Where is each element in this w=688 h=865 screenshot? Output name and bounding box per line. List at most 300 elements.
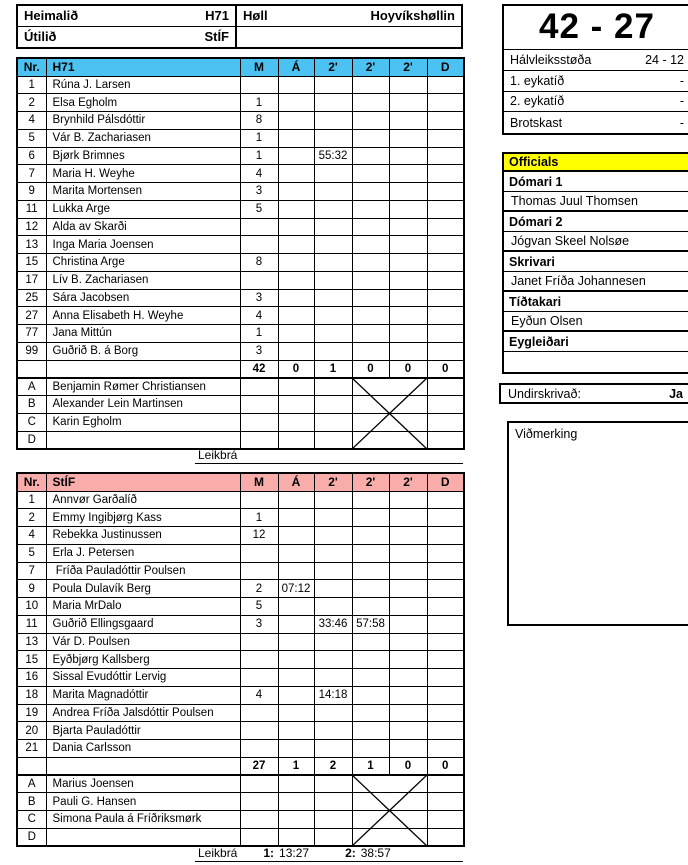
player-name-cell: Bjarta Pauladóttir <box>46 722 240 740</box>
stat-cell <box>240 633 278 651</box>
stat-cell <box>389 218 427 236</box>
player-number-cell: 12 <box>17 218 46 236</box>
stat-cell <box>278 811 314 829</box>
stat-cell <box>314 413 352 431</box>
official-role-label: Dómari 1 <box>504 172 688 192</box>
bench-row <box>17 431 464 449</box>
score-detail-row <box>504 71 688 92</box>
bench-letter-cell: D <box>17 828 46 846</box>
stat-cell <box>278 307 314 325</box>
stat-cell: 8 <box>240 254 278 272</box>
stat-cell: 3 <box>240 342 278 360</box>
player-row <box>17 236 464 254</box>
stat-cell: 14:18 <box>314 686 352 704</box>
column-header-nr: Nr. <box>17 58 46 76</box>
stat-cell <box>278 793 314 811</box>
player-row <box>17 615 464 633</box>
player-row <box>17 147 464 165</box>
stat-cell <box>240 704 278 722</box>
score-detail-label: Hálvleiksstøða <box>510 52 592 67</box>
stat-cell <box>352 129 389 147</box>
player-number-cell: 77 <box>17 325 46 343</box>
stat-cell <box>352 509 389 527</box>
total-value-cell: 42 <box>240 360 278 378</box>
bench-row <box>17 828 464 846</box>
stat-cell <box>314 651 352 669</box>
player-row <box>17 94 464 112</box>
stat-cell <box>278 740 314 758</box>
stat-cell <box>278 491 314 509</box>
player-name-cell: Andrea Fríða Jalsdóttir Poulsen <box>46 704 240 722</box>
column-header-stat: 2' <box>352 58 389 76</box>
stat-cell <box>389 527 427 545</box>
remarks-box <box>507 421 688 626</box>
player-number-cell: 15 <box>17 651 46 669</box>
match-header <box>16 4 463 49</box>
stat-cell <box>352 740 389 758</box>
total-value-cell: 27 <box>240 757 278 775</box>
player-number-cell: 1 <box>17 491 46 509</box>
stat-cell <box>314 811 352 829</box>
stat-cell <box>427 396 464 414</box>
player-number-cell: 27 <box>17 307 46 325</box>
period1-label: 1: <box>263 846 275 860</box>
column-header-stat: M <box>240 58 278 76</box>
score-detail-value: - <box>679 73 684 88</box>
stat-cell <box>427 218 464 236</box>
stat-cell <box>278 76 314 94</box>
bench-letter-cell: B <box>17 396 46 414</box>
stat-cell <box>278 509 314 527</box>
stat-cell <box>352 722 389 740</box>
stat-cell: 1 <box>240 129 278 147</box>
stat-cell <box>314 740 352 758</box>
stat-cell <box>427 165 464 183</box>
bench-letter-cell: D <box>17 431 46 449</box>
stat-cell: 8 <box>240 112 278 130</box>
player-number-cell: 5 <box>17 129 46 147</box>
stat-cell <box>278 218 314 236</box>
stat-cell <box>427 147 464 165</box>
stat-cell <box>389 491 427 509</box>
away-leikbra-caption <box>195 846 463 862</box>
home-team-label: Heimalið <box>24 8 79 24</box>
home-leikbra-caption <box>195 448 463 464</box>
stat-cell <box>427 686 464 704</box>
stat-cell <box>427 580 464 598</box>
stat-cell <box>427 112 464 130</box>
player-name-cell: Eyðbjørg Kallsberg <box>46 651 240 669</box>
stat-cell: 5 <box>240 200 278 218</box>
officials-title: Officials <box>504 154 688 172</box>
stat-cell <box>352 94 389 112</box>
stat-cell <box>314 562 352 580</box>
stat-cell <box>352 562 389 580</box>
player-row <box>17 722 464 740</box>
totals-empty-cell <box>17 360 46 378</box>
stat-cell <box>427 236 464 254</box>
stat-cell <box>240 544 278 562</box>
stat-cell <box>352 147 389 165</box>
stat-cell <box>314 129 352 147</box>
total-value-cell: 1 <box>278 757 314 775</box>
stat-cell <box>240 431 278 449</box>
stat-cell <box>427 828 464 846</box>
total-value-cell: 0 <box>278 360 314 378</box>
stat-cell <box>389 828 427 846</box>
stat-cell <box>389 289 427 307</box>
player-name-cell: Brynhild Pálsdóttir <box>46 112 240 130</box>
stat-cell <box>240 413 278 431</box>
stat-cell <box>314 271 352 289</box>
stat-cell <box>389 413 427 431</box>
stat-cell <box>240 236 278 254</box>
stat-cell <box>314 598 352 616</box>
roster-head-row <box>17 473 464 491</box>
stat-cell <box>389 307 427 325</box>
player-number-cell: 11 <box>17 615 46 633</box>
player-row <box>17 740 464 758</box>
stat-cell <box>240 811 278 829</box>
stat-cell <box>427 325 464 343</box>
stat-cell <box>278 378 314 396</box>
stat-cell <box>240 491 278 509</box>
player-number-cell: 17 <box>17 271 46 289</box>
stat-cell <box>389 722 427 740</box>
stat-cell <box>240 76 278 94</box>
player-row <box>17 76 464 94</box>
remarks-label: Viðmerking <box>515 427 578 441</box>
official-role-label: Eygleiðari <box>504 332 688 352</box>
stat-cell <box>314 378 352 396</box>
stat-cell <box>314 704 352 722</box>
player-row <box>17 686 464 704</box>
bench-name-cell <box>46 431 240 449</box>
stat-cell <box>240 378 278 396</box>
player-name-cell: Vár B. Zachariasen <box>46 129 240 147</box>
stat-cell <box>278 669 314 687</box>
official-name: Jógvan Skeel Nolsøe <box>504 232 688 252</box>
signed-label: Undirskrivað: <box>508 386 581 401</box>
player-number-cell: 4 <box>17 112 46 130</box>
player-row <box>17 254 464 272</box>
period1-time: 13:27 <box>279 846 310 860</box>
hall-cell <box>237 6 461 27</box>
stat-cell <box>278 129 314 147</box>
player-number-cell: 25 <box>17 289 46 307</box>
stat-cell <box>278 147 314 165</box>
stat-cell <box>278 254 314 272</box>
stat-cell <box>352 704 389 722</box>
player-name-cell: Guðrið Ellingsgaard <box>46 615 240 633</box>
stat-cell <box>240 562 278 580</box>
stat-cell <box>314 289 352 307</box>
player-row <box>17 704 464 722</box>
stat-cell <box>278 686 314 704</box>
roster-head <box>17 58 464 76</box>
stat-cell <box>278 289 314 307</box>
officials-rows <box>504 172 688 372</box>
stat-cell <box>427 76 464 94</box>
official-name: Janet Fríða Johannesen <box>504 272 688 292</box>
stat-cell <box>427 271 464 289</box>
player-name-cell: Sissal Evudóttir Lervig <box>46 669 240 687</box>
stat-cell <box>278 615 314 633</box>
stat-cell <box>278 775 314 793</box>
stat-cell <box>389 396 427 414</box>
stat-cell <box>352 165 389 183</box>
score-detail-row <box>504 92 688 113</box>
score-detail-label: Brotskast <box>510 115 563 130</box>
player-row <box>17 218 464 236</box>
player-name-cell: Maria H. Weyhe <box>46 165 240 183</box>
stat-cell <box>427 289 464 307</box>
stat-cell <box>352 828 389 846</box>
player-row <box>17 580 464 598</box>
stat-cell <box>427 722 464 740</box>
player-name-cell: Lív B. Zachariasen <box>46 271 240 289</box>
stat-cell <box>427 527 464 545</box>
player-name-cell: Dania Carlsson <box>46 740 240 758</box>
player-name-cell: Poula Dulavík Berg <box>46 580 240 598</box>
stat-cell <box>389 598 427 616</box>
player-number-cell: 18 <box>17 686 46 704</box>
stat-cell <box>389 793 427 811</box>
official-name: Eyðun Olsen <box>504 312 688 332</box>
player-name-cell: Annvør Garðalíð <box>46 491 240 509</box>
stat-cell <box>352 527 389 545</box>
total-value-cell: 0 <box>389 360 427 378</box>
bench-name-cell: Benjamin Rømer Christiansen <box>46 378 240 396</box>
stat-cell <box>352 236 389 254</box>
stat-cell <box>278 633 314 651</box>
player-row <box>17 669 464 687</box>
stat-cell <box>427 562 464 580</box>
bench-letter-cell: C <box>17 811 46 829</box>
stat-cell <box>389 651 427 669</box>
stat-cell <box>278 271 314 289</box>
stat-cell <box>278 544 314 562</box>
player-row <box>17 633 464 651</box>
stat-cell <box>427 598 464 616</box>
stat-cell <box>389 378 427 396</box>
stat-cell <box>314 828 352 846</box>
stat-cell <box>352 289 389 307</box>
stat-cell <box>278 562 314 580</box>
totals-empty-cell <box>46 360 240 378</box>
stat-cell <box>314 775 352 793</box>
stat-cell <box>389 129 427 147</box>
signed-value: Ja <box>669 386 683 401</box>
bench-name-cell: Alexander Lein Martinsen <box>46 396 240 414</box>
player-number-cell: 13 <box>17 236 46 254</box>
stat-cell <box>389 254 427 272</box>
player-name-cell: Erla J. Petersen <box>46 544 240 562</box>
stat-cell <box>240 722 278 740</box>
hall-label: Høll <box>243 8 268 24</box>
stat-cell <box>352 491 389 509</box>
player-name-cell: Emmy Ingibjørg Kass <box>46 509 240 527</box>
stat-cell <box>427 740 464 758</box>
official-role-label: Tíðtakari <box>504 292 688 312</box>
official-role-label: Dómari 2 <box>504 212 688 232</box>
player-row <box>17 271 464 289</box>
stat-cell <box>240 218 278 236</box>
bench-row <box>17 396 464 414</box>
player-name-cell: Elsa Egholm <box>46 94 240 112</box>
score-box <box>502 4 688 135</box>
stat-cell: 1 <box>240 94 278 112</box>
player-number-cell: 7 <box>17 562 46 580</box>
away-team-cell <box>18 27 237 48</box>
stat-cell <box>352 413 389 431</box>
stat-cell: 2 <box>240 580 278 598</box>
player-number-cell: 15 <box>17 254 46 272</box>
stat-cell <box>240 271 278 289</box>
stat-cell <box>389 686 427 704</box>
stat-cell <box>240 793 278 811</box>
stat-cell: 07:12 <box>278 580 314 598</box>
player-name-cell: Christina Arge <box>46 254 240 272</box>
stat-cell: 57:58 <box>352 615 389 633</box>
stat-cell <box>314 165 352 183</box>
stat-cell <box>352 396 389 414</box>
stat-cell <box>278 828 314 846</box>
stat-cell <box>427 431 464 449</box>
stat-cell <box>240 740 278 758</box>
stat-cell <box>314 342 352 360</box>
official-role-label: Skrivari <box>504 252 688 272</box>
totals-empty-cell <box>17 757 46 775</box>
home-team-cell <box>18 6 237 27</box>
stat-cell: 1 <box>240 325 278 343</box>
stat-cell <box>427 129 464 147</box>
stat-cell <box>427 413 464 431</box>
stat-cell <box>352 112 389 130</box>
player-row <box>17 112 464 130</box>
stat-cell <box>314 396 352 414</box>
stat-cell <box>427 94 464 112</box>
score-detail-row <box>504 50 688 71</box>
official-name <box>504 352 688 372</box>
stat-cell: 5 <box>240 598 278 616</box>
player-number-cell: 1 <box>17 76 46 94</box>
player-name-cell: Marita Mortensen <box>46 183 240 201</box>
stat-cell <box>314 254 352 272</box>
score-detail-label: 2. eykatíð <box>510 94 565 109</box>
stat-cell <box>389 325 427 343</box>
column-header-stat: 2' <box>352 473 389 491</box>
stat-cell <box>278 342 314 360</box>
stat-cell <box>314 94 352 112</box>
stat-cell <box>427 307 464 325</box>
player-number-cell: 7 <box>17 165 46 183</box>
stat-cell <box>314 325 352 343</box>
player-row <box>17 562 464 580</box>
stat-cell: 33:46 <box>314 615 352 633</box>
player-number-cell: 19 <box>17 704 46 722</box>
player-name-cell: Bjørk Brimnes <box>46 147 240 165</box>
stat-cell <box>278 183 314 201</box>
stat-cell <box>389 509 427 527</box>
stat-cell <box>389 431 427 449</box>
player-name-cell: Inga Maria Joensen <box>46 236 240 254</box>
stat-cell: 4 <box>240 686 278 704</box>
total-value-cell: 2 <box>314 757 352 775</box>
leikbra-label: Leikbrá <box>198 846 238 860</box>
bench-name-cell: Pauli G. Hansen <box>46 793 240 811</box>
stat-cell <box>240 669 278 687</box>
stat-cell: 3 <box>240 289 278 307</box>
bench-letter-cell: A <box>17 775 46 793</box>
stat-cell <box>314 527 352 545</box>
stat-cell <box>389 236 427 254</box>
player-number-cell: 9 <box>17 580 46 598</box>
stat-cell <box>314 76 352 94</box>
totals-row <box>17 757 464 775</box>
stat-cell <box>278 236 314 254</box>
leikbra-label: Leikbrá <box>198 448 238 462</box>
stat-cell <box>427 775 464 793</box>
bench-name-cell <box>46 828 240 846</box>
stat-cell <box>427 615 464 633</box>
player-row <box>17 544 464 562</box>
roster-body <box>17 491 464 846</box>
player-name-cell: Guðrið B. á Borg <box>46 342 240 360</box>
player-number-cell: 16 <box>17 669 46 687</box>
stat-cell <box>427 342 464 360</box>
stat-cell <box>352 271 389 289</box>
stat-cell <box>352 325 389 343</box>
empty-header-cell <box>237 27 461 48</box>
stat-cell <box>352 775 389 793</box>
player-number-cell: 6 <box>17 147 46 165</box>
column-header-stat: Á <box>278 58 314 76</box>
stat-cell <box>352 686 389 704</box>
stat-cell: 3 <box>240 183 278 201</box>
stat-cell <box>389 544 427 562</box>
stat-cell <box>352 633 389 651</box>
stat-cell <box>389 112 427 130</box>
home-roster-table <box>16 57 465 450</box>
stat-cell <box>389 615 427 633</box>
stat-cell <box>427 254 464 272</box>
player-name-cell: Vár D. Poulsen <box>46 633 240 651</box>
column-header-stat: D <box>427 58 464 76</box>
stat-cell <box>389 562 427 580</box>
stat-cell <box>389 94 427 112</box>
player-number-cell: 10 <box>17 598 46 616</box>
player-name-cell: Maria MrDalo <box>46 598 240 616</box>
player-number-cell: 2 <box>17 509 46 527</box>
stat-cell <box>314 431 352 449</box>
player-row <box>17 307 464 325</box>
bench-letter-cell: B <box>17 793 46 811</box>
column-header-stat: D <box>427 473 464 491</box>
player-number-cell: 9 <box>17 183 46 201</box>
score-detail-value: - <box>679 94 684 109</box>
stat-cell <box>352 811 389 829</box>
bench-row <box>17 793 464 811</box>
column-header-nr: Nr. <box>17 473 46 491</box>
player-row <box>17 342 464 360</box>
signed-box <box>499 383 688 404</box>
stat-cell <box>352 76 389 94</box>
stat-cell <box>389 740 427 758</box>
stat-cell <box>314 669 352 687</box>
stat-cell: 12 <box>240 527 278 545</box>
stat-cell: 3 <box>240 615 278 633</box>
